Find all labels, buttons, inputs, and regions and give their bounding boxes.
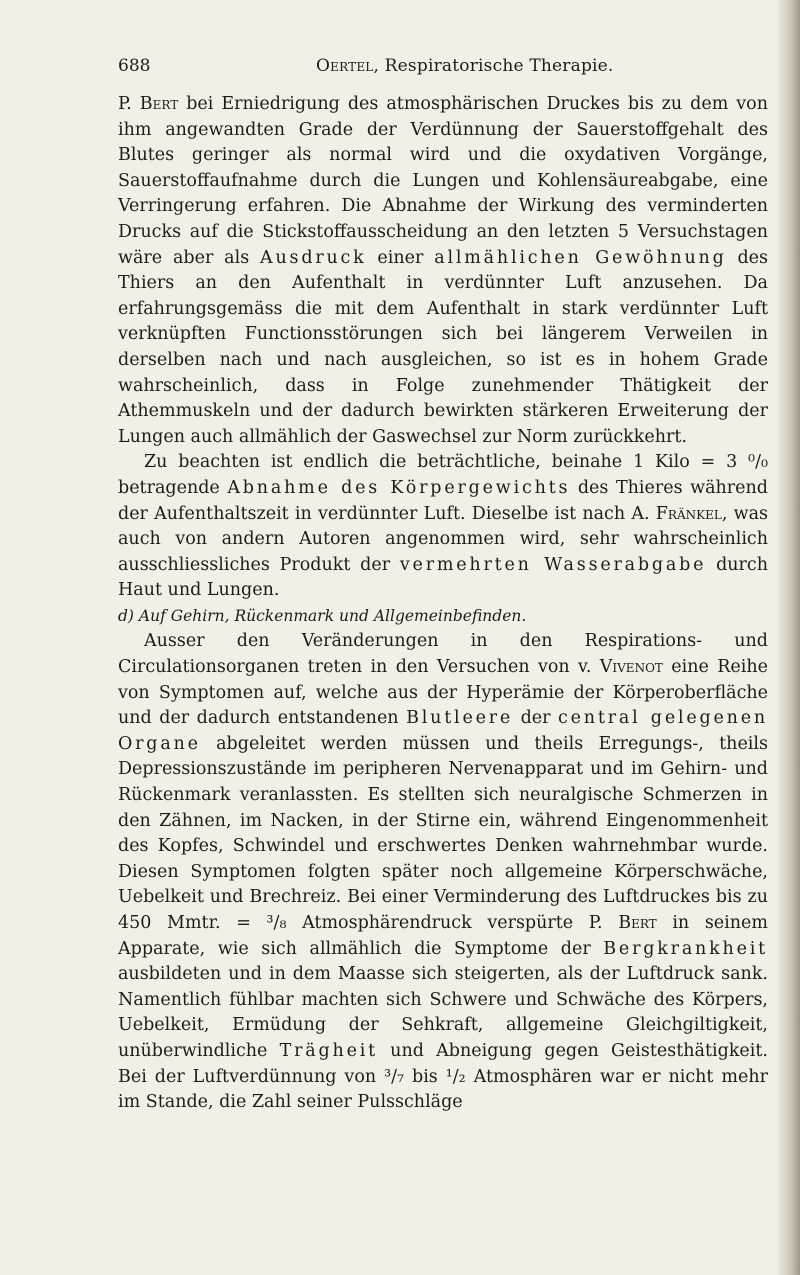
author-name: Bert: [618, 913, 657, 933]
text-run: durch Haut und Lungen.: [118, 554, 768, 601]
page-edge-shadow: [778, 0, 800, 1275]
text-run: der: [513, 708, 559, 729]
emphasis: Ausdruck: [260, 247, 367, 268]
paragraph-1: [118, 92, 768, 450]
author-name: Fränkel: [655, 503, 722, 524]
text-run: des Thieres während der Aufenthaltszeit in verdünnter Luft. Dieselbe ist nach A.: [118, 477, 768, 524]
text-run: eine Reihe von Symptomen auf, welche aus der Hyperämie der Körperoberfläche und der dadurch entstandenen: [118, 657, 768, 729]
running-header: [118, 56, 768, 82]
text-run: , was auch von andern Autoren angenommen wird, sehr wahrscheinlich ausschliessliches Produkt der: [118, 503, 768, 575]
text-run: ausbildeten und in dem Maasse sich steigerten, als der Luftdruck sank. Namentlich fühlbar machten sich Schwere und Schwäche des Körpers, Uebelkeit, Ermüdung der Sehkraft, allgemeine Gleichgiltigkeit, unüberwindliche: [118, 964, 768, 1061]
text-run: bei Erniedrigung des atmosphärischen Druckes bis zu dem von ihm angewandten Grade der Verdünnung der Sauerstoffgehalt des Blutes geringer als normal wird und die oxydativen Vorgänge, Sauerstoffaufnahme durch die Lungen und Kohlensäureabgabe, eine Verringerung erfahren. Die Abnahme der Wirkung des verminderten Drucks auf die Stickstoffausscheidung an den letzten 5 Versuchstagen wäre aber als: [118, 94, 768, 268]
author-name: P. Bert: [118, 94, 179, 114]
emphasis: Abnahme des Körpergewichts: [227, 477, 571, 498]
text-run: und Abneigung gegen Geistesthätigkeit. Bei der Luftverdünnung von ³/₇ bis ¹/₂ Atmosphären war er nicht mehr im Stande, die Zahl seiner Pulsschläge: [118, 1040, 768, 1113]
paragraph-2: [118, 450, 768, 604]
page-body: [118, 92, 768, 1116]
header-title: , Respiratorische Therapie.: [373, 56, 614, 76]
emphasis: Bergkrankheit: [603, 938, 768, 959]
author-name: Vivenot: [599, 657, 663, 678]
section-heading: d) Auf Gehirn, Rückenmark und Allgemeinbefinden.: [118, 606, 527, 625]
text-run: einer: [366, 247, 435, 268]
emphasis: Trägheit: [279, 1040, 378, 1061]
emphasis: central gelegenen Organe: [118, 708, 768, 754]
emphasis: allmählichen Gewöhnung: [434, 247, 727, 268]
running-title: [316, 56, 614, 76]
text-run: Ausser den Veränderungen in den Respirations- und Circulationsorganen treten in den Versuchen von v.: [118, 631, 768, 678]
text-run: Zu beachten ist endlich die beträchtliche, beinahe 1 Kilo = 3 ⁰/₀ betragende: [118, 452, 768, 498]
paragraph-3: [118, 629, 768, 1115]
text-run: des Thiers an den Aufenthalt in verdünnter Luft anzusehen. Da erfahrungsgemäss die mit dem Aufenthalt in stark verdünnter Luft verknüpften Functionsstörungen sich bei längerem Verweilen in derselben nach und nach ausgleichen, so ist es in hohem Grade wahrscheinlich, dass in Folge zunehmender Thätigkeit der Athemmuskeln und der dadurch bewirkten stärkeren Erweiterung der Lungen auch allmählich der Gaswechsel zur Norm zurückkehrt.: [118, 247, 769, 447]
text-run: in seinem Apparate, wie sich allmählich die Symptome der: [118, 913, 768, 959]
text-run: abgeleitet werden müssen und theils Erregungs-, theils Depressionszustände im peripheren Nervenapparat und im Gehirn- und Rückenmark veranlassten. Es stellten sich neuralgische Schmerzen in den Zähnen, im Nacken, in der Stirne ein, während Eingenommenheit des Kopfes, Schwindel und erschwertes Denken wahrnehmbar wurde. Diesen Symptomen folgten später noch allgemeine Körperschwäche, Uebelkeit und Brechreiz. Bei einer Verminderung des Luftdruckes bis zu 450 Mmtr. = ³/₈ Atmosphärendruck verspürte P.: [118, 733, 768, 933]
emphasis: vermehrten Wasserabgabe: [399, 554, 707, 575]
page-number: 688: [118, 56, 151, 76]
header-author: Oertel: [316, 56, 374, 76]
emphasis: Blutleere: [406, 708, 514, 729]
